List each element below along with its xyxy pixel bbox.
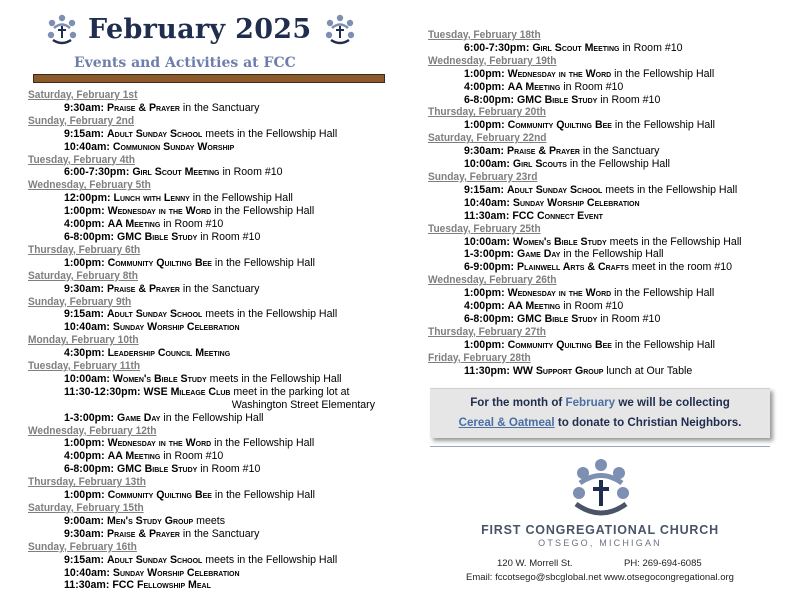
event-location: in the Fellowship Hall xyxy=(611,287,715,300)
event-name: Adult Sunday School xyxy=(107,308,203,321)
church-address: 120 W. Morrell St. xyxy=(497,558,573,569)
event-item xyxy=(28,166,413,179)
event-item xyxy=(28,412,413,425)
event-item xyxy=(28,463,413,476)
event-name: GMC Bible Study xyxy=(517,312,598,325)
page-subtitle: Events and Activities at FCC xyxy=(74,55,296,71)
event-time: 9:15am: xyxy=(64,553,105,566)
event-name: Praise & Prayer xyxy=(107,527,180,540)
event-name: Girl Scout Meeting xyxy=(132,166,220,179)
event-location: lunch at Our Table xyxy=(603,364,693,377)
event-time: 12:00pm: xyxy=(64,192,111,205)
event-name: Wednesday in the Word xyxy=(507,287,612,300)
event-item xyxy=(428,261,778,274)
event-location: meets in the Fellowship Hall xyxy=(202,127,338,140)
event-time: 1:00pm: xyxy=(64,256,105,269)
event-time: 10:40am: xyxy=(64,566,110,579)
event-location: in the Fellowship Hall xyxy=(611,119,715,132)
event-location: in the Fellowship Hall xyxy=(211,256,315,269)
event-item xyxy=(28,567,413,580)
event-location: in the Sanctuary xyxy=(179,101,260,114)
event-name: Leadership Council Meeting xyxy=(107,347,231,360)
event-location: in Room #10 xyxy=(597,312,661,325)
event-name: Game Day xyxy=(517,248,561,261)
event-time: 9:30am: xyxy=(64,282,105,295)
event-name: Praise & Prayer xyxy=(107,282,180,295)
event-name: Communion Sunday Worship xyxy=(112,140,235,153)
event-item xyxy=(28,283,413,296)
notice-text: we will be collecting xyxy=(615,396,730,409)
page-title: February 2025 xyxy=(88,14,312,45)
event-name: AA Meeting xyxy=(507,80,561,93)
event-location: in the Sanctuary xyxy=(579,145,660,158)
church-logo-icon xyxy=(566,456,636,522)
event-location: meets in the Fellowship Hall xyxy=(606,235,742,248)
event-time: 4:00pm: xyxy=(464,80,505,93)
event-time: 9:15am: xyxy=(464,183,505,196)
church-city: OTSEGO, MICHIGAN xyxy=(538,538,662,548)
event-location: in the Fellowship Hall xyxy=(611,67,715,80)
event-name: Wednesday in the Word xyxy=(107,437,212,450)
event-time: 1-3:00pm: xyxy=(464,248,515,261)
church-emblem-icon xyxy=(322,12,358,48)
event-item xyxy=(28,192,413,205)
event-time: 10:00am: xyxy=(464,235,510,248)
date-header: Sunday, February 23rd xyxy=(428,170,538,183)
event-time: 10:40am: xyxy=(464,196,510,209)
event-location: in the Fellowship Hall xyxy=(211,489,315,502)
event-item xyxy=(28,231,413,244)
event-time: 6-8:00pm: xyxy=(464,312,515,325)
date-header: Thursday, February 6th xyxy=(28,243,141,256)
church-emblem-icon xyxy=(44,12,80,48)
event-time: 9:30am: xyxy=(64,527,105,540)
event-time: 1:00pm: xyxy=(64,205,105,218)
event-location: in Room #10 xyxy=(619,41,683,54)
event-name: FCC Connect Event xyxy=(512,209,603,222)
event-item xyxy=(428,184,778,197)
event-name: Community Quilting Bee xyxy=(507,338,612,351)
event-item xyxy=(428,42,778,55)
events-column-left xyxy=(28,89,413,592)
church-phone: PH: 269-694-6085 xyxy=(624,558,702,569)
event-item xyxy=(428,287,778,300)
event-time: 6-8:00pm: xyxy=(64,463,115,476)
event-item xyxy=(28,257,413,270)
event-time: 10:00am: xyxy=(64,372,110,385)
event-time: 9:15am: xyxy=(64,308,105,321)
event-time: 1:00pm: xyxy=(464,338,505,351)
event-location: meet in the room #10 xyxy=(628,261,733,274)
event-time: 11:30-12:30pm: xyxy=(64,385,141,398)
event-location: in the Fellowship Hall xyxy=(211,437,315,450)
date-header: Wednesday, February 12th xyxy=(28,424,157,437)
event-location: in the Sanctuary xyxy=(179,282,260,295)
event-time: 9:30am: xyxy=(64,101,105,114)
event-item xyxy=(28,218,413,231)
date-header: Saturday, February 1st xyxy=(28,89,138,101)
date-header: Wednesday, February 19th xyxy=(428,54,557,67)
event-location: in Room #10 xyxy=(160,450,224,463)
date-header: Wednesday, February 26th xyxy=(428,274,557,287)
event-item xyxy=(28,128,413,141)
event-item xyxy=(28,321,413,334)
date-header: Saturday, February 22nd xyxy=(428,132,547,145)
event-location: meets in the Fellowship Hall xyxy=(206,372,342,385)
event-location: in the Sanctuary xyxy=(179,527,260,540)
event-location: in Room #10 xyxy=(597,93,661,106)
event-item xyxy=(428,68,778,81)
event-time: 1:00pm: xyxy=(464,287,505,300)
event-name: FCC Fellowship Meal xyxy=(112,579,211,592)
date-header: Thursday, February 13th xyxy=(28,476,146,489)
event-name: WSE Mileage Club xyxy=(143,385,231,398)
event-location: in Room #10 xyxy=(160,218,224,231)
date-header: Saturday, February 8th xyxy=(28,269,139,282)
event-time: 1:00pm: xyxy=(64,489,105,502)
event-item xyxy=(28,579,413,592)
notice-text: to donate to Christian Neighbors. xyxy=(554,416,742,429)
event-name: Community Quilting Bee xyxy=(507,119,612,132)
event-item xyxy=(428,300,778,313)
event-name: Adult Sunday School xyxy=(507,183,603,196)
event-time: 6-9:00pm: xyxy=(464,261,515,274)
event-item xyxy=(28,308,413,321)
event-name: Praise & Prayer xyxy=(107,101,180,114)
date-header: Sunday, February 16th xyxy=(28,540,137,553)
event-time: 1:00pm: xyxy=(64,437,105,450)
event-location: meet in the parking lot at xyxy=(230,385,350,398)
event-item xyxy=(28,515,413,528)
event-item xyxy=(28,205,413,218)
event-time: 4:00pm: xyxy=(64,450,105,463)
event-time: 11:30am: xyxy=(64,579,110,592)
event-time: 10:40am: xyxy=(64,140,110,153)
event-name: Sunday Worship Celebration xyxy=(112,566,240,579)
header-divider-bar xyxy=(33,74,385,83)
date-header: Sunday, February 2nd xyxy=(28,114,135,127)
event-time: 6:00-7:30pm: xyxy=(64,166,130,179)
event-time: 1:00pm: xyxy=(464,67,505,80)
event-location: in Room #10 xyxy=(197,463,261,476)
event-item xyxy=(428,94,778,107)
event-name: Girl Scout Meeting xyxy=(532,41,620,54)
event-item xyxy=(28,102,413,115)
event-time: 6-8:00pm: xyxy=(64,230,115,243)
event-item xyxy=(28,528,413,541)
event-name: Wednesday in the Word xyxy=(107,205,212,218)
donation-notice xyxy=(430,388,770,438)
event-time: 11:30am: xyxy=(464,209,510,222)
date-header: Tuesday, February 4th xyxy=(28,153,136,166)
event-name: Sunday Worship Celebration xyxy=(112,321,240,334)
event-location: in Room #10 xyxy=(219,166,283,179)
event-item xyxy=(428,313,778,326)
notice-items: Cereal & Oatmeal xyxy=(458,416,555,429)
event-location: meets in the Fellowship Hall xyxy=(202,553,338,566)
event-name: Community Quilting Bee xyxy=(107,489,212,502)
event-name: Girl Scouts xyxy=(512,158,567,171)
event-item xyxy=(28,437,413,450)
notice-text: For the month of xyxy=(470,396,566,409)
date-header: Friday, February 28th xyxy=(428,351,531,364)
event-time: 6:00-7:30pm: xyxy=(464,41,530,54)
event-name: GMC Bible Study xyxy=(517,93,598,106)
event-name: Game Day xyxy=(117,411,161,424)
event-location: in the Fellowship Hall xyxy=(160,411,264,424)
event-name: WW Support Group xyxy=(512,364,604,377)
event-item xyxy=(28,373,413,386)
event-item xyxy=(428,236,778,249)
event-time: 9:30am: xyxy=(464,145,505,158)
notice-line-2 xyxy=(430,413,770,433)
date-header: Tuesday, February 18th xyxy=(428,29,541,41)
notice-line-1 xyxy=(430,393,770,413)
event-location-continued: Washington Street Elementary xyxy=(231,398,375,411)
event-name: Adult Sunday School xyxy=(107,127,203,140)
event-time: 10:40am: xyxy=(64,321,110,334)
event-item xyxy=(28,347,413,360)
event-location: in Room #10 xyxy=(197,230,261,243)
event-item xyxy=(428,339,778,352)
event-name: AA Meeting xyxy=(107,218,161,231)
church-name: FIRST CONGREGATIONAL CHURCH xyxy=(481,523,719,537)
event-name: Praise & Prayer xyxy=(507,145,580,158)
event-item xyxy=(428,248,778,261)
event-item xyxy=(28,141,413,154)
event-item xyxy=(428,145,778,158)
event-time: 11:30pm: xyxy=(464,364,510,377)
notice-month: February xyxy=(565,396,616,409)
event-item xyxy=(428,197,778,210)
event-item xyxy=(428,119,778,132)
event-location: in the Fellowship Hall xyxy=(560,248,664,261)
event-item xyxy=(28,554,413,567)
divider xyxy=(430,446,770,447)
event-location: meets in the Fellowship Hall xyxy=(602,183,738,196)
church-contact: Email: fccotsego@sbcglobal.net www.otsegocongregational.org xyxy=(466,572,734,583)
event-location: in the Fellowship Hall xyxy=(611,338,715,351)
event-time: 4:30pm: xyxy=(64,347,105,360)
event-name: Men's Study Group xyxy=(107,514,194,527)
event-time: 1-3:00pm: xyxy=(64,411,115,424)
date-header: Thursday, February 20th xyxy=(428,106,546,119)
event-name: Women's Bible Study xyxy=(112,372,207,385)
event-name: AA Meeting xyxy=(107,450,161,463)
date-header: Sunday, February 9th xyxy=(28,295,132,308)
event-item xyxy=(28,489,413,502)
date-header: Thursday, February 27th xyxy=(428,325,546,338)
event-location: in the Fellowship Hall xyxy=(189,192,293,205)
event-item xyxy=(428,81,778,94)
event-location: meets in the Fellowship Hall xyxy=(202,308,338,321)
header xyxy=(0,0,410,84)
event-time: 1:00pm: xyxy=(464,119,505,132)
date-header: Monday, February 10th xyxy=(28,334,139,347)
event-time: 9:15am: xyxy=(64,127,105,140)
event-location: meets xyxy=(193,514,226,527)
event-name: GMC Bible Study xyxy=(117,230,198,243)
event-item xyxy=(28,450,413,463)
event-name: Adult Sunday School xyxy=(107,553,203,566)
event-location: in Room #10 xyxy=(560,80,624,93)
date-header: Saturday, February 15th xyxy=(28,502,144,514)
event-item xyxy=(428,210,778,223)
event-location: in the Fellowship Hall xyxy=(211,205,315,218)
event-name: AA Meeting xyxy=(507,300,561,313)
event-name: Lunch with Lenny xyxy=(113,192,190,205)
event-location: in Room #10 xyxy=(560,300,624,313)
event-time: 9:00am: xyxy=(64,514,105,527)
date-header: Tuesday, February 11th xyxy=(28,360,141,373)
event-name: Wednesday in the Word xyxy=(507,67,612,80)
event-item xyxy=(28,386,413,399)
event-name: GMC Bible Study xyxy=(117,463,198,476)
event-name: Sunday Worship Celebration xyxy=(512,196,640,209)
event-time: 10:00am: xyxy=(464,158,510,171)
events-column-right xyxy=(428,29,778,377)
event-location: in the Fellowship Hall xyxy=(566,158,670,171)
date-header: Wednesday, February 5th xyxy=(28,179,151,192)
event-time: 4:00pm: xyxy=(64,218,105,231)
event-time: 6-8:00pm: xyxy=(464,93,515,106)
date-header: Tuesday, February 25th xyxy=(428,222,541,235)
event-name: Plainwell Arts & Crafts xyxy=(517,261,629,274)
event-name: Community Quilting Bee xyxy=(107,256,212,269)
event-time: 4:00pm: xyxy=(464,300,505,313)
event-item xyxy=(428,158,778,171)
event-item xyxy=(428,365,778,378)
event-name: Women's Bible Study xyxy=(512,235,607,248)
